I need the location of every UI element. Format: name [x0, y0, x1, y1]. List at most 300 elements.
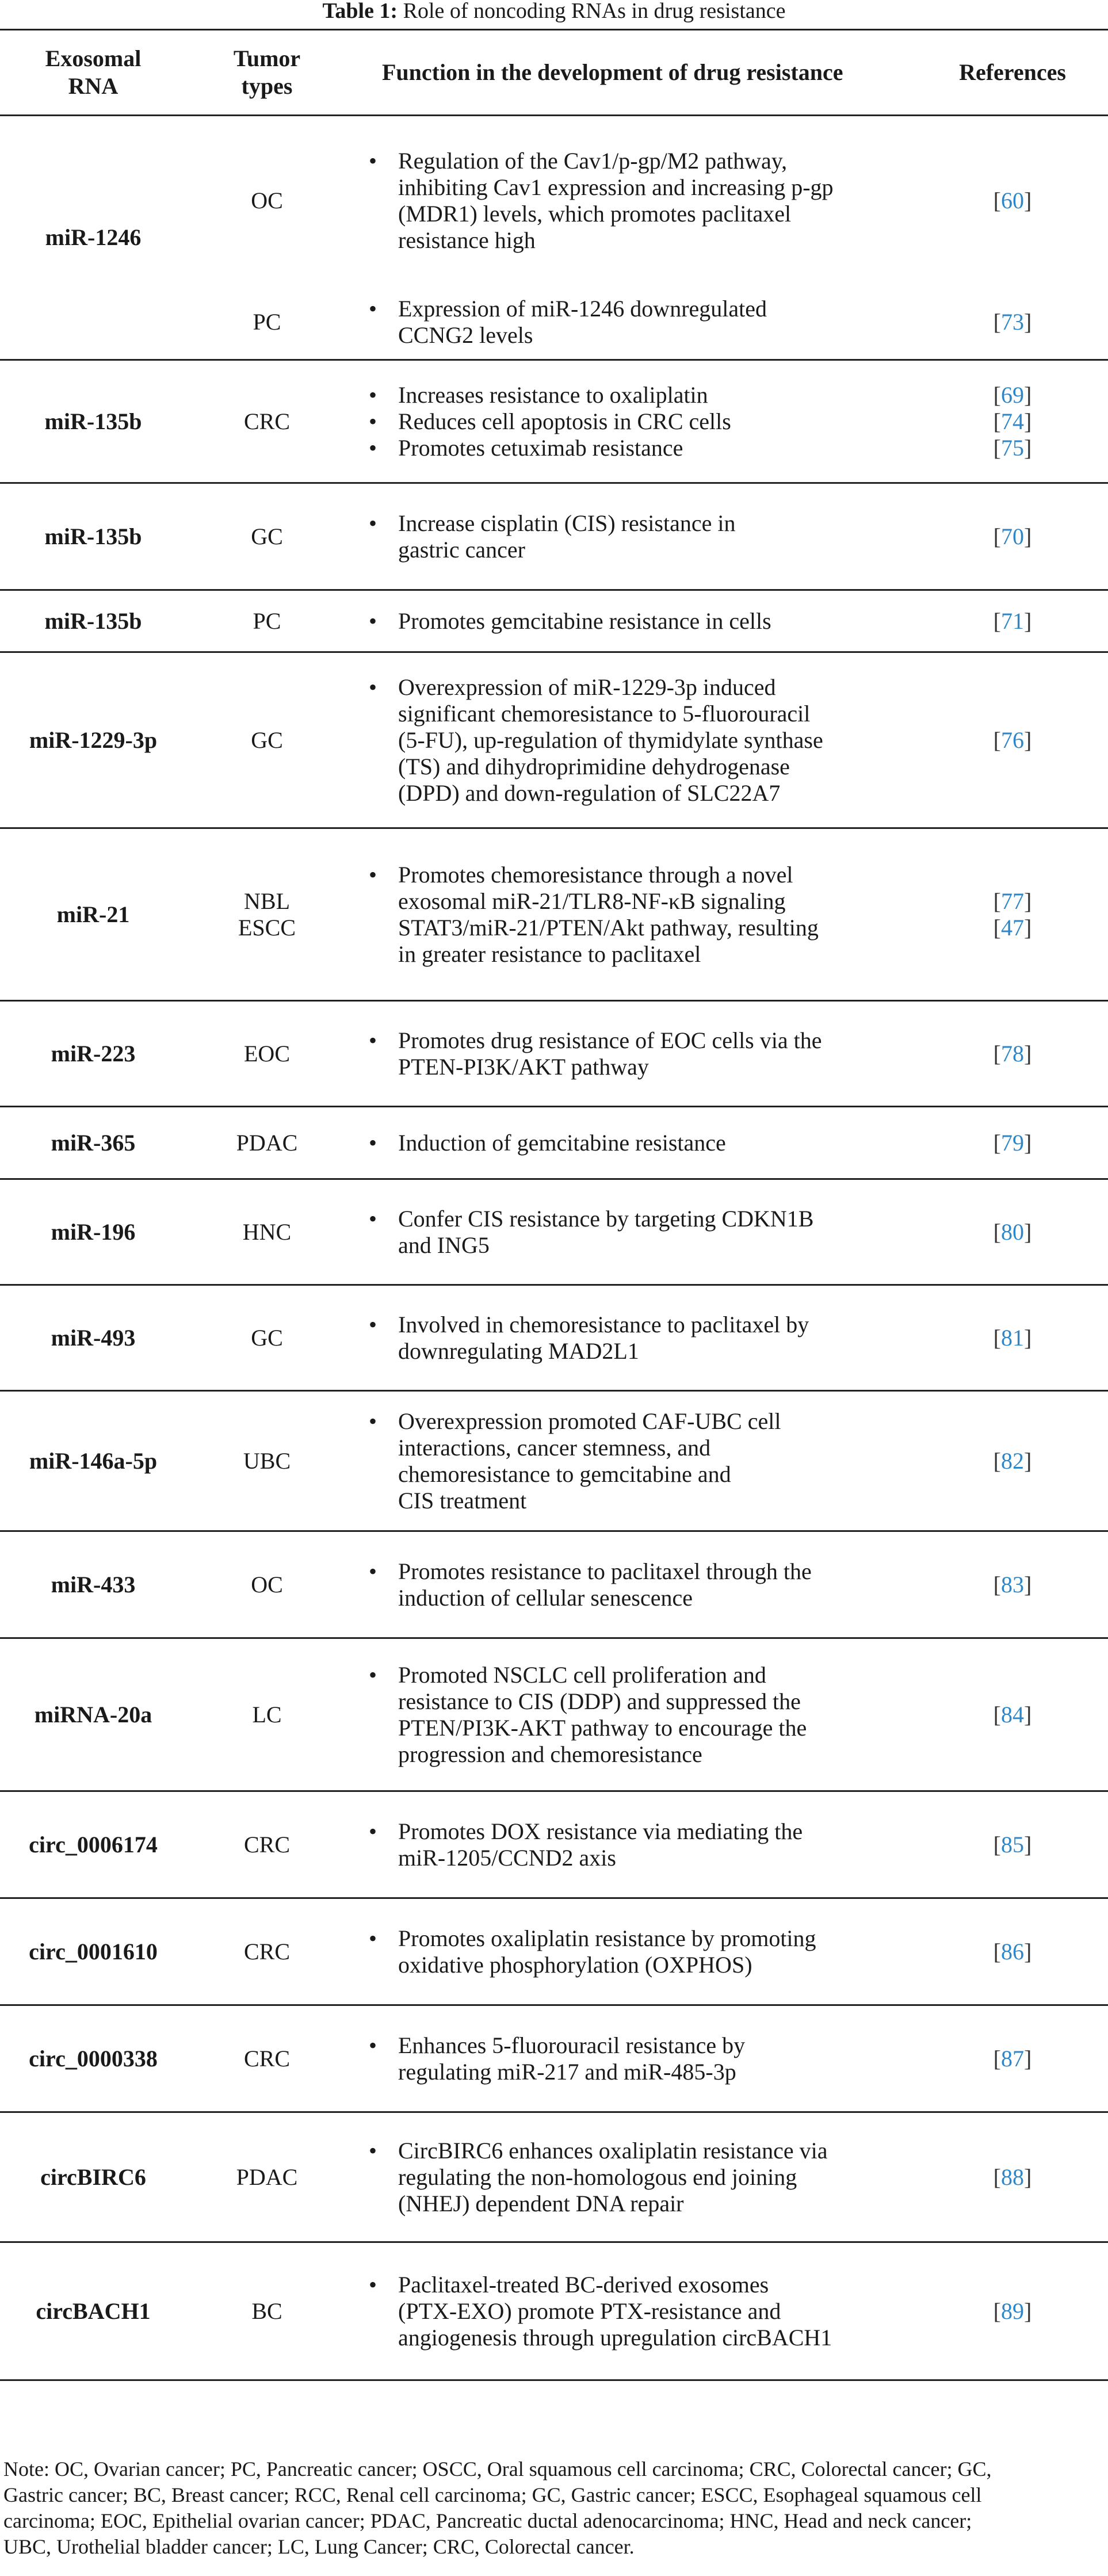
- bullet-icon: •: [368, 2271, 377, 2298]
- open-bracket: [: [993, 408, 1001, 434]
- function-text: [398, 510, 917, 563]
- function-text-line: CircBIRC6 enhances oxaliplatin resistance via: [398, 2137, 828, 2164]
- bullet-icon: •: [368, 381, 377, 408]
- reference-number[interactable]: 89: [1001, 2298, 1024, 2324]
- function-bullet-item: [347, 608, 917, 635]
- function-groups: [347, 1639, 917, 1790]
- function-cell: [347, 360, 917, 483]
- reference-number[interactable]: 88: [1001, 2164, 1024, 2190]
- table-row: [0, 116, 1108, 360]
- function-text-line: downregulating MAD2L1: [398, 1337, 639, 1364]
- reference-link[interactable]: [917, 915, 1108, 941]
- tumor-group: [186, 1180, 347, 1284]
- footnote-line: Note: OC, Ovarian cancer; PC, Pancreatic cancer; OSCC, Oral squamous cell carcinoma; CRC, Colorectal cancer; GC,: [3, 2457, 992, 2481]
- tumor-types-cell: [186, 1898, 347, 2005]
- reference-link[interactable]: [917, 2164, 1108, 2191]
- tumor-group: [186, 829, 347, 1000]
- reference-number[interactable]: 81: [1001, 1324, 1024, 1351]
- references-cell: [917, 116, 1108, 360]
- footnote-line: carcinoma; EOC, Epithelial ovarian cancer; PDAC, Pancreatic ductal adenocarcinoma; HNC, Head and neck cancer;: [3, 2509, 972, 2532]
- close-bracket: ]: [1024, 914, 1032, 941]
- reference-group: [917, 1286, 1108, 1390]
- reference-groups: [917, 361, 1108, 482]
- function-cell: [347, 1391, 917, 1531]
- reference-link[interactable]: [917, 2298, 1108, 2325]
- tumor-type: LC: [252, 1701, 282, 1727]
- function-bullet-item: [347, 1925, 917, 1978]
- reference-number[interactable]: 77: [1001, 888, 1024, 914]
- tumor-type: PDAC: [236, 2164, 298, 2190]
- reference-group: [917, 484, 1108, 589]
- function-cell: [347, 652, 917, 828]
- function-text-line: Promotes oxaliplatin resistance by promoting: [398, 1925, 816, 1951]
- function-groups: [347, 1532, 917, 1637]
- function-text-line: Paclitaxel-treated BC-derived exosomes: [398, 2271, 769, 2298]
- exosomal-rna-cell: miR-135b: [0, 483, 186, 590]
- tumor-types-cell: [186, 1179, 347, 1285]
- function-text-line: Promotes drug resistance of EOC cells via the: [398, 1027, 822, 1053]
- reference-number[interactable]: 70: [1001, 523, 1024, 549]
- function-text-line: in greater resistance to paclitaxel: [398, 941, 701, 967]
- tumor-group: [186, 117, 347, 285]
- caption-label: Table 1:: [322, 0, 398, 23]
- bullet-icon: •: [368, 408, 377, 434]
- function-groups: [347, 1180, 917, 1284]
- function-text-line: Increases resistance to oxaliplatin: [398, 381, 708, 408]
- exosomal-rna-cell: miR-146a-5p: [0, 1391, 186, 1531]
- tumor-groups: [186, 2113, 347, 2241]
- close-bracket: ]: [1024, 1129, 1032, 1156]
- function-bullet-item: [347, 1027, 917, 1080]
- open-bracket: [: [993, 1040, 1001, 1067]
- bullet-icon: •: [368, 1205, 377, 1232]
- function-text-line: (NHEJ) dependent DNA repair: [398, 2190, 684, 2216]
- bullet-icon: •: [368, 296, 377, 322]
- header-function: Function in the development of drug resistance: [347, 30, 917, 116]
- function-groups: [347, 116, 917, 359]
- exosomal-rna-cell: miRNA-20a: [0, 1638, 186, 1791]
- table-row: [0, 1179, 1108, 1285]
- tumor-type: PDAC: [236, 1129, 298, 1156]
- function-bullet-item: [347, 2272, 917, 2351]
- reference-group: [917, 2243, 1108, 2379]
- function-group: [347, 286, 917, 358]
- function-text: [398, 2138, 917, 2217]
- exosomal-rna-cell: miR-135b: [0, 360, 186, 483]
- bullet-icon: •: [368, 674, 377, 700]
- reference-number[interactable]: 80: [1001, 1218, 1024, 1245]
- function-cell: [347, 483, 917, 590]
- exosomal-rna-cell: miR-196: [0, 1179, 186, 1285]
- tumor-type: NBL: [244, 888, 290, 914]
- reference-link[interactable]: [917, 309, 1108, 335]
- reference-number[interactable]: 84: [1001, 1701, 1024, 1727]
- bullet-icon: •: [368, 1408, 377, 1434]
- exosomal-rna-cell: miR-493: [0, 1285, 186, 1391]
- function-text-line: chemoresistance to gemcitabine and: [398, 1461, 731, 1487]
- references-cell: [917, 1638, 1108, 1791]
- open-bracket: [: [993, 523, 1001, 549]
- tumor-types-cell: [186, 590, 347, 652]
- tumor-types-cell: [186, 828, 347, 1001]
- function-bullet-item: [347, 510, 917, 563]
- function-text: [398, 1130, 917, 1156]
- reference-groups: [917, 1180, 1108, 1284]
- function-groups: [347, 829, 917, 1000]
- bullet-icon: •: [368, 607, 377, 634]
- function-group: [347, 1107, 917, 1178]
- function-text-line: Promoted NSCLC cell proliferation and: [398, 1661, 766, 1688]
- function-text: [398, 1662, 917, 1768]
- reference-group: [917, 1002, 1108, 1106]
- function-text-line: oxidative phosphorylation (OXPHOS): [398, 1951, 752, 1978]
- open-bracket: [: [993, 1447, 1001, 1474]
- reference-number[interactable]: 79: [1001, 1129, 1024, 1156]
- references-cell: [917, 1107, 1108, 1179]
- reference-group: [917, 653, 1108, 827]
- exosomal-rna-cell: circ_0006174: [0, 1791, 186, 1898]
- tumor-groups: [186, 591, 347, 651]
- function-group: [347, 1180, 917, 1284]
- function-bullet-item: [347, 1558, 917, 1611]
- reference-group: [917, 1532, 1108, 1637]
- function-group: [347, 1392, 917, 1530]
- reference-group: [917, 361, 1108, 482]
- tumor-groups: [186, 1899, 347, 2004]
- reference-groups: [917, 591, 1108, 651]
- reference-number[interactable]: 71: [1001, 607, 1024, 634]
- table-row: [0, 1531, 1108, 1638]
- table-row: [0, 483, 1108, 590]
- function-cell: [347, 2242, 917, 2380]
- table-caption: [0, 0, 1108, 28]
- references-cell: [917, 360, 1108, 483]
- function-groups: [347, 653, 917, 827]
- tumor-groups: [186, 116, 347, 359]
- function-text: [398, 296, 917, 349]
- function-text-line: Involved in chemoresistance to paclitaxel by: [398, 1311, 809, 1337]
- function-text-line: Enhances 5-fluorouracil resistance by: [398, 2032, 746, 2058]
- function-text-line: Confer CIS resistance by targeting CDKN1B: [398, 1205, 814, 1232]
- function-text-line: (DPD) and down-regulation of SLC22A7: [398, 779, 781, 806]
- function-bullet-item: [347, 1818, 917, 1871]
- reference-number[interactable]: 73: [1001, 309, 1024, 335]
- close-bracket: ]: [1024, 727, 1032, 753]
- function-text-line: exosomal miR-21/TLR8-NF-κB signaling: [398, 888, 786, 914]
- tumor-group: [186, 361, 347, 482]
- reference-number[interactable]: 74: [1001, 408, 1024, 434]
- reference-number[interactable]: 47: [1001, 914, 1024, 941]
- function-text-line: interactions, cancer stemness, and: [398, 1434, 711, 1461]
- reference-group: [917, 117, 1108, 285]
- function-bullet-item: [347, 1408, 917, 1514]
- bullet-icon: •: [368, 861, 377, 888]
- function-text: [398, 1818, 917, 1871]
- tumor-types-cell: [186, 1791, 347, 1898]
- function-group: [347, 653, 917, 827]
- reference-link[interactable]: [917, 1219, 1108, 1245]
- function-text-line: CCNG2 levels: [398, 322, 533, 348]
- exosomal-rna-cell: miR-1246: [0, 116, 186, 360]
- reference-group: [917, 2006, 1108, 2111]
- references-cell: [917, 1001, 1108, 1107]
- tumor-groups: [186, 1792, 347, 1897]
- exosomal-rna-cell: circBACH1: [0, 2242, 186, 2380]
- tumor-type: CRC: [243, 1831, 291, 1858]
- table-row: [0, 828, 1108, 1001]
- open-bracket: [: [993, 1218, 1001, 1245]
- function-group: [347, 117, 917, 285]
- table-row: [0, 2242, 1108, 2380]
- tumor-type: BC: [251, 2298, 282, 2324]
- tumor-group: [186, 1002, 347, 1106]
- function-bullet-item: [347, 435, 917, 461]
- references-cell: [917, 1391, 1108, 1531]
- reference-group: [917, 1107, 1108, 1178]
- reference-number[interactable]: 69: [1001, 381, 1024, 408]
- open-bracket: [: [993, 1571, 1001, 1597]
- tumor-group: [186, 2243, 347, 2379]
- tumor-group: [186, 1107, 347, 1178]
- table-row: [0, 360, 1108, 483]
- function-text-line: PTEN-PI3K/AKT pathway: [398, 1053, 649, 1080]
- function-text-line: resistance high: [398, 227, 536, 253]
- reference-link[interactable]: [917, 1702, 1108, 1728]
- exosomal-rna-cell: miR-135b: [0, 590, 186, 652]
- open-bracket: [: [993, 2045, 1001, 2071]
- tumor-type: GC: [251, 1324, 283, 1351]
- function-group: [347, 484, 917, 589]
- function-text-line: (PTX-EXO) promote PTX-resistance and: [398, 2298, 781, 2324]
- reference-link[interactable]: [917, 1939, 1108, 1965]
- reference-link[interactable]: [917, 523, 1108, 550]
- reference-link[interactable]: [917, 382, 1108, 408]
- function-text: [398, 674, 917, 807]
- bullet-icon: •: [368, 1129, 377, 1156]
- bullet-icon: •: [368, 1027, 377, 1053]
- function-text-line: Promotes DOX resistance via mediating the: [398, 1818, 803, 1844]
- reference-number[interactable]: 85: [1001, 1831, 1024, 1858]
- reference-link[interactable]: [917, 408, 1108, 435]
- function-bullet-item: [347, 408, 917, 435]
- function-group: [347, 2243, 917, 2379]
- reference-number[interactable]: 83: [1001, 1571, 1024, 1597]
- table-row: [0, 1638, 1108, 1791]
- bullet-icon: •: [368, 148, 377, 174]
- tumor-type: OC: [251, 1571, 283, 1597]
- exosomal-rna-cell: miR-223: [0, 1001, 186, 1107]
- exosomal-rna-cell: miR-21: [0, 828, 186, 1001]
- bullet-icon: •: [368, 1311, 377, 1337]
- reference-groups: [917, 1639, 1108, 1790]
- function-cell: [347, 1791, 917, 1898]
- function-bullet-item: [347, 1130, 917, 1156]
- reference-link[interactable]: [917, 2046, 1108, 2072]
- function-group: [347, 361, 917, 482]
- open-bracket: [: [993, 1324, 1001, 1351]
- reference-groups: [917, 829, 1108, 1000]
- function-text-line: Increase cisplatin (CIS) resistance in: [398, 510, 736, 536]
- exosomal-rna-cell: miR-433: [0, 1531, 186, 1638]
- tumor-types-cell: [186, 652, 347, 828]
- function-text: [398, 435, 917, 461]
- close-bracket: ]: [1024, 381, 1032, 408]
- tumor-types-cell: [186, 1107, 347, 1179]
- tumor-types-cell: [186, 483, 347, 590]
- function-groups: [347, 2243, 917, 2379]
- tumor-groups: [186, 1392, 347, 1530]
- tumor-type: ESCC: [238, 914, 296, 941]
- reference-group: [917, 2113, 1108, 2241]
- tumor-types-cell: [186, 2242, 347, 2380]
- reference-link[interactable]: [917, 188, 1108, 214]
- function-bullet-item: [347, 296, 917, 349]
- tumor-groups: [186, 653, 347, 827]
- reference-number[interactable]: 76: [1001, 727, 1024, 753]
- function-cell: [347, 2112, 917, 2242]
- header-references: References: [917, 30, 1108, 116]
- function-groups: [347, 1107, 917, 1178]
- tumor-groups: [186, 2006, 347, 2111]
- reference-number[interactable]: 86: [1001, 1938, 1024, 1965]
- function-bullet-item: [347, 1312, 917, 1365]
- reference-number[interactable]: 82: [1001, 1447, 1024, 1474]
- reference-link[interactable]: [917, 1448, 1108, 1474]
- tumor-types-cell: [186, 1531, 347, 1638]
- reference-groups: [917, 1899, 1108, 2004]
- reference-link[interactable]: [917, 608, 1108, 635]
- function-groups: [347, 1002, 917, 1106]
- function-cell: [347, 2005, 917, 2112]
- close-bracket: ]: [1024, 1447, 1032, 1474]
- close-bracket: ]: [1024, 1701, 1032, 1727]
- close-bracket: ]: [1024, 888, 1032, 914]
- header-tumor-types: Tumor types: [186, 30, 347, 116]
- reference-number[interactable]: 87: [1001, 2045, 1024, 2071]
- table-row: [0, 590, 1108, 652]
- bullet-icon: •: [368, 1661, 377, 1688]
- tumor-group: [186, 1639, 347, 1790]
- function-bullet-item: [347, 148, 917, 254]
- reference-link[interactable]: [917, 1325, 1108, 1351]
- reference-link[interactable]: [917, 1832, 1108, 1858]
- reference-groups: [917, 1792, 1108, 1897]
- close-bracket: ]: [1024, 309, 1032, 335]
- references-cell: [917, 828, 1108, 1001]
- open-bracket: [: [993, 1701, 1001, 1727]
- reference-group: [917, 1639, 1108, 1790]
- function-groups: [347, 2006, 917, 2111]
- reference-link[interactable]: [917, 727, 1108, 754]
- function-text: [398, 1206, 917, 1259]
- bullet-icon: •: [368, 434, 377, 461]
- reference-groups: [917, 2243, 1108, 2379]
- function-text: [398, 408, 917, 435]
- function-text-line: Regulation of the Cav1/p-gp/M2 pathway,: [398, 148, 788, 174]
- function-cell: [347, 1638, 917, 1791]
- reference-group: [917, 1392, 1108, 1530]
- tumor-type: GC: [251, 523, 283, 549]
- reference-number[interactable]: 75: [1001, 434, 1024, 461]
- reference-link[interactable]: [917, 435, 1108, 461]
- function-text: [398, 2272, 917, 2351]
- function-bullet-item: [347, 382, 917, 408]
- function-groups: [347, 1792, 917, 1897]
- references-cell: [917, 1531, 1108, 1638]
- function-cell: [347, 1179, 917, 1285]
- drug-resistance-table: [0, 29, 1108, 2381]
- function-groups: [347, 484, 917, 589]
- function-group: [347, 2006, 917, 2111]
- function-text-line: (5-FU), up-regulation of thymidylate synthase: [398, 727, 823, 753]
- reference-link[interactable]: [917, 1041, 1108, 1067]
- open-bracket: [: [993, 309, 1001, 335]
- table-row: [0, 1898, 1108, 2005]
- table-row: [0, 2005, 1108, 2112]
- open-bracket: [: [993, 1938, 1001, 1965]
- exosomal-rna-cell: circBIRC6: [0, 2112, 186, 2242]
- tumor-type: OC: [251, 188, 283, 213]
- open-bracket: [: [993, 188, 1001, 213]
- tumor-group: [186, 591, 347, 651]
- table-row: [0, 1391, 1108, 1531]
- open-bracket: [: [993, 2164, 1001, 2190]
- function-cell: [347, 1285, 917, 1391]
- reference-number[interactable]: 78: [1001, 1040, 1024, 1067]
- tumor-type: GC: [251, 727, 283, 753]
- function-groups: [347, 591, 917, 651]
- tumor-group: [186, 1286, 347, 1390]
- function-text-line: Promotes chemoresistance through a novel: [398, 861, 793, 888]
- function-text-line: STAT3/miR-21/PTEN/Akt pathway, resulting: [398, 914, 819, 941]
- reference-link[interactable]: [917, 1130, 1108, 1156]
- reference-groups: [917, 1286, 1108, 1390]
- tumor-groups: [186, 361, 347, 482]
- references-cell: [917, 2112, 1108, 2242]
- bullet-icon: •: [368, 2032, 377, 2058]
- function-text-line: CIS treatment: [398, 1487, 527, 1514]
- function-cell: [347, 1001, 917, 1107]
- function-text: [398, 382, 917, 408]
- function-group: [347, 2113, 917, 2241]
- exosomal-rna-cell: circ_0001610: [0, 1898, 186, 2005]
- references-cell: [917, 2005, 1108, 2112]
- reference-link[interactable]: [917, 888, 1108, 915]
- tumor-types-cell: [186, 1001, 347, 1107]
- references-cell: [917, 1179, 1108, 1285]
- function-text-line: PTEN/PI3K-AKT pathway to encourage the: [398, 1714, 807, 1741]
- tumor-groups: [186, 1286, 347, 1390]
- reference-group: [917, 1792, 1108, 1897]
- function-text: [398, 1408, 917, 1514]
- table-row: [0, 652, 1108, 828]
- bullet-icon: •: [368, 510, 377, 536]
- tumor-groups: [186, 829, 347, 1000]
- function-text-line: Overexpression of miR-1229-3p induced: [398, 674, 776, 700]
- reference-group: [917, 591, 1108, 651]
- reference-number[interactable]: 60: [1001, 188, 1024, 213]
- function-text: [398, 148, 917, 254]
- references-cell: [917, 2242, 1108, 2380]
- function-group: [347, 829, 917, 1000]
- function-group: [347, 1286, 917, 1390]
- exosomal-rna-cell: circ_0000338: [0, 2005, 186, 2112]
- function-text: [398, 1027, 917, 1080]
- reference-groups: [917, 1002, 1108, 1106]
- function-text-line: regulating miR-217 and miR-485-3p: [398, 2058, 736, 2085]
- function-text-line: Promotes cetuximab resistance: [398, 434, 683, 461]
- reference-link[interactable]: [917, 1572, 1108, 1598]
